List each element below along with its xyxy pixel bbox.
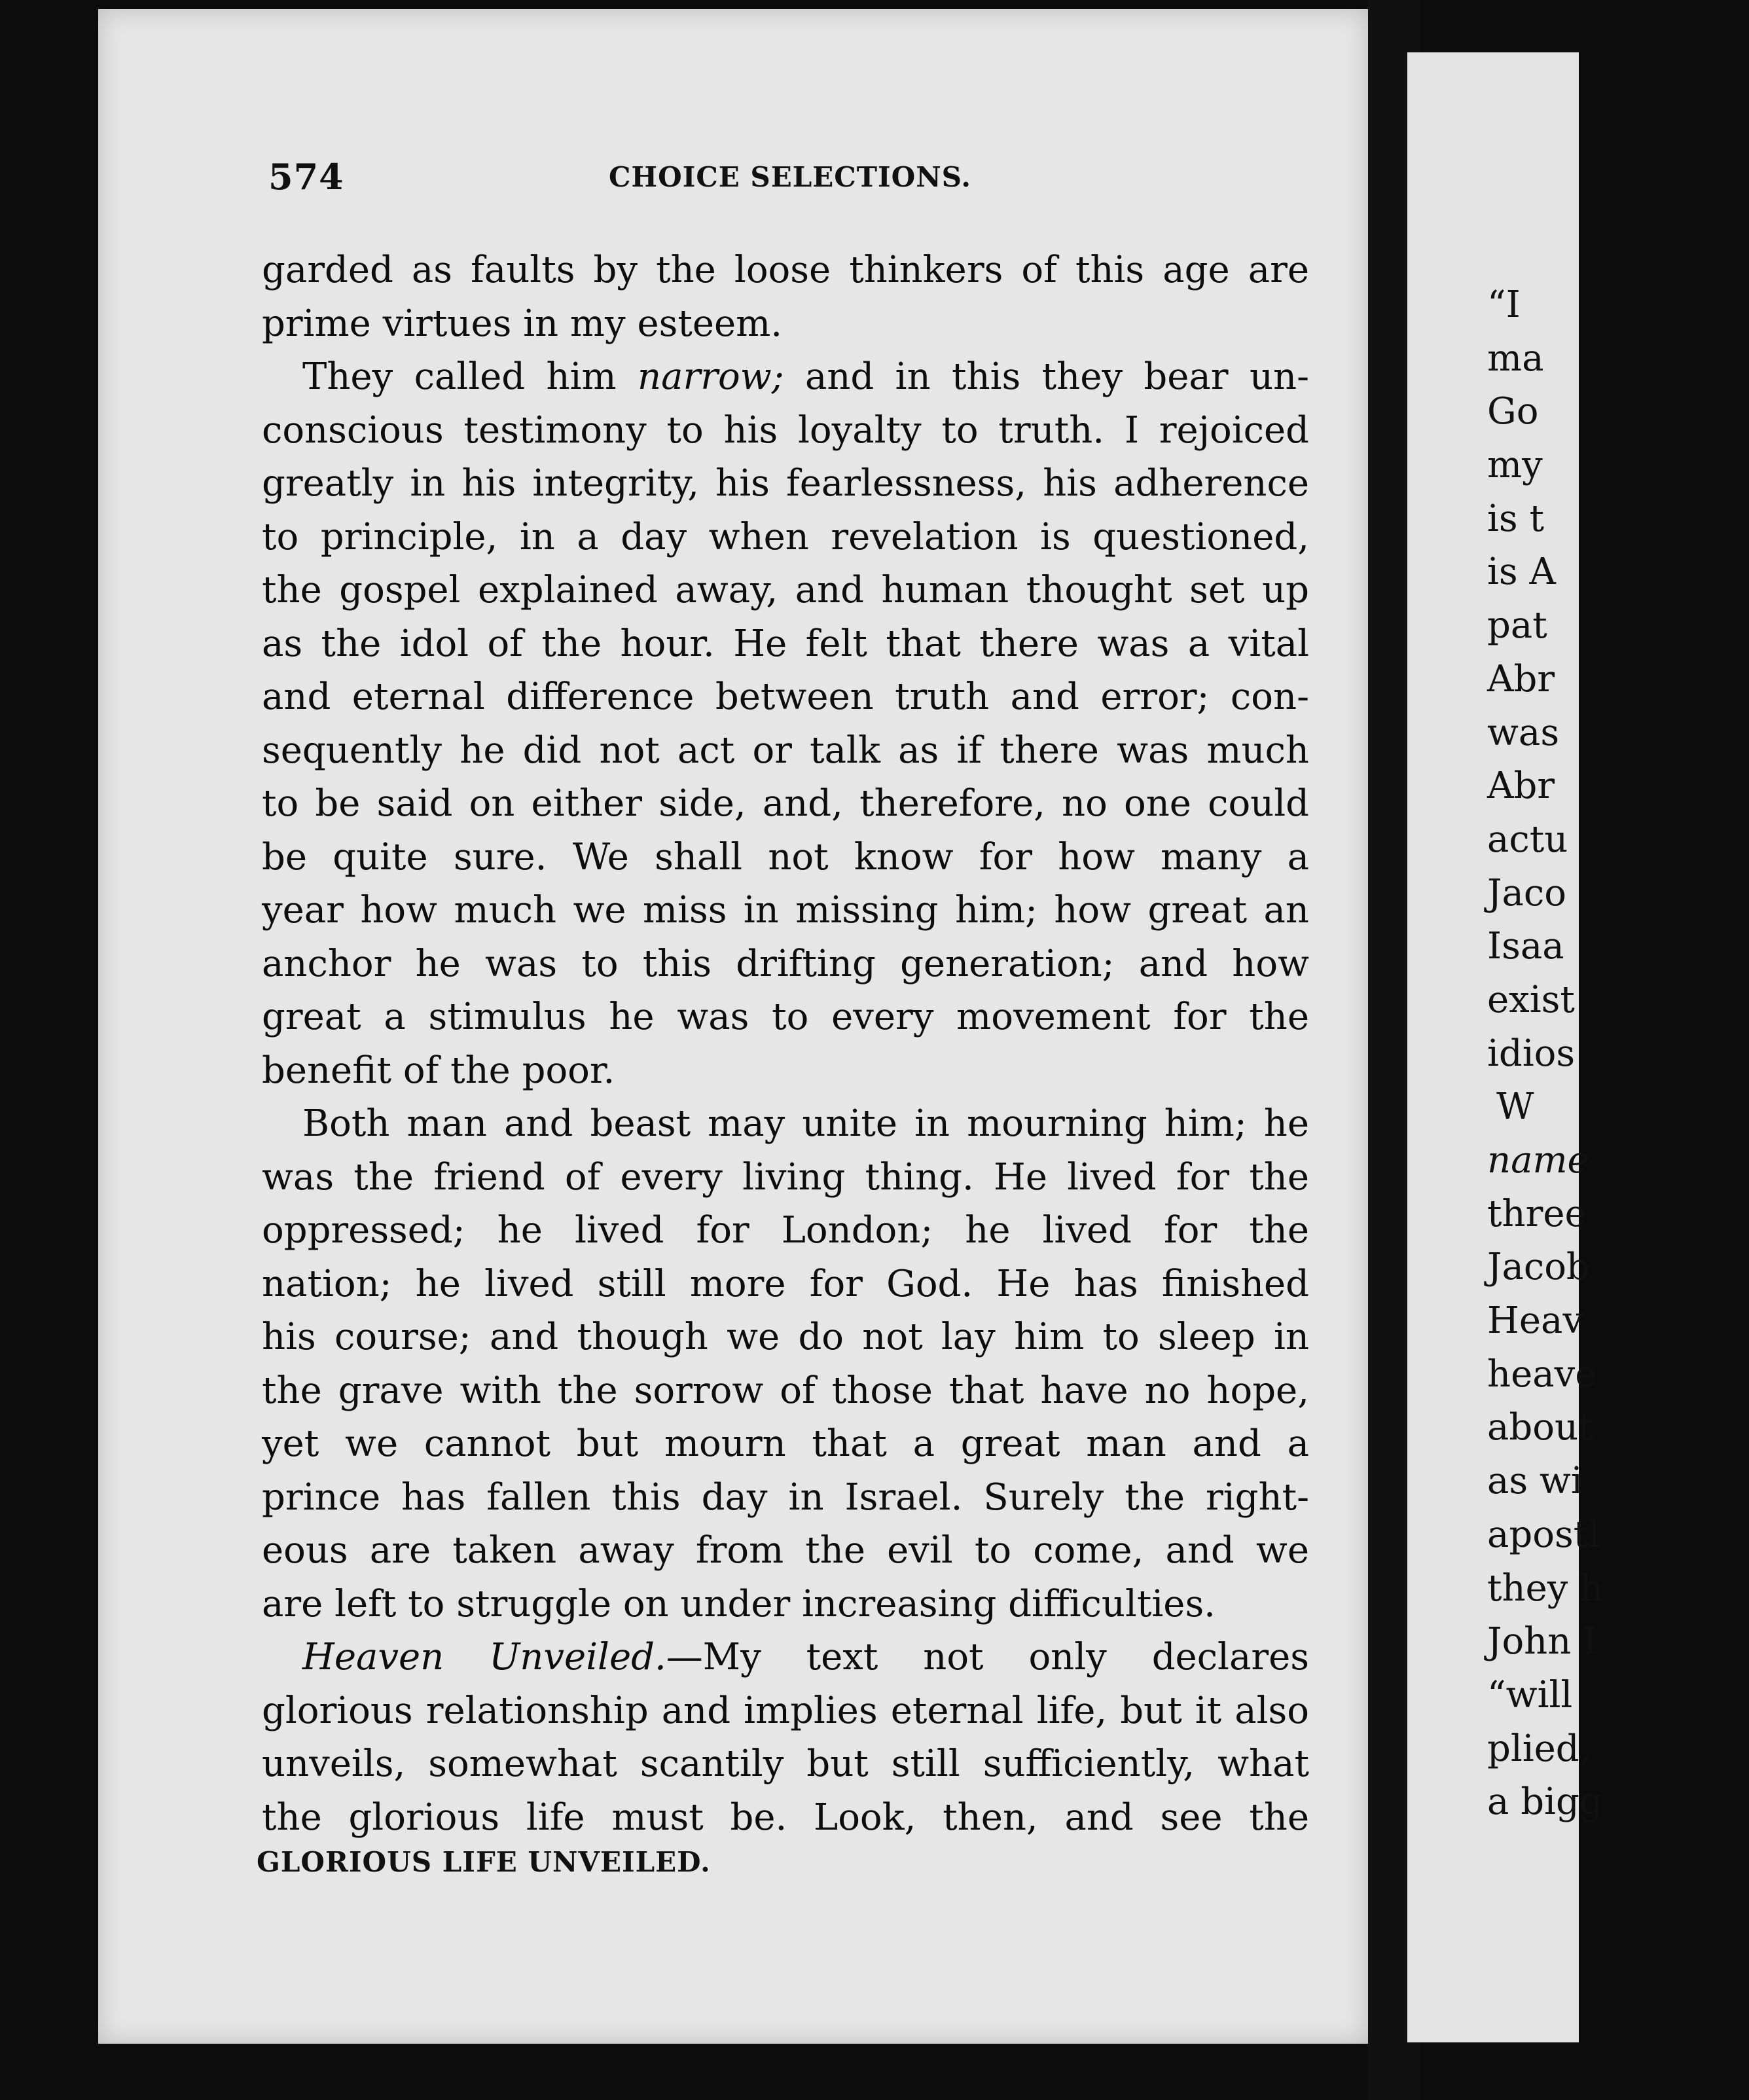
facing-line: W <box>1496 1085 1534 1129</box>
text-line: the grave with the sorrow of those that have no hope, <box>262 1369 1309 1412</box>
text-line: year how much we miss in missing him; how great an <box>262 889 1309 932</box>
text-line: eous are taken away from the evil to come, and we <box>262 1529 1309 1572</box>
text-line: are left to struggle on under increasing difficulties. <box>262 1582 1216 1625</box>
facing-page <box>1407 52 1604 2042</box>
facing-line: a bigg <box>1487 1781 1603 1824</box>
body-text <box>262 244 1309 1844</box>
text-line: prime virtues in my esteem. <box>262 302 783 345</box>
facing-line: Jacob <box>1487 1246 1590 1289</box>
facing-line: apostl <box>1487 1513 1600 1556</box>
facing-line: ma <box>1487 336 1544 380</box>
section-lead-in: Heaven Unveiled. <box>302 1636 666 1678</box>
facing-line: Jaco <box>1487 871 1566 914</box>
facing-line: exist <box>1487 978 1575 1021</box>
text-line: anchor he was to this drifting generation; and how <box>262 942 1309 985</box>
text-line: unveils, somewhat scantily but still sufficiently, what <box>262 1743 1309 1785</box>
facing-line: is A <box>1487 551 1556 594</box>
section-heading: GLORIOUS LIFE UNVEILED. <box>257 1846 711 1878</box>
facing-line: was <box>1487 711 1560 754</box>
text-line: as the idol of the hour. He felt that there was a vital <box>262 622 1309 665</box>
facing-line: Abr <box>1487 765 1555 808</box>
text-line: sequently he did not act or talk as if there was much <box>262 729 1309 772</box>
facing-line: Heav <box>1487 1299 1583 1343</box>
page-header <box>268 156 1316 202</box>
text-line: Heaven Unveiled.—My text not only declares <box>302 1636 1309 1678</box>
facing-line: is t <box>1487 497 1544 540</box>
page-number: 574 <box>268 156 344 198</box>
facing-line: as wi <box>1487 1460 1583 1503</box>
text-line: greatly in his integrity, his fearlessness, his adherence <box>262 462 1309 505</box>
facing-line: heave <box>1487 1352 1597 1396</box>
facing-line: name <box>1487 1139 1589 1182</box>
text-line: garded as faults by the loose thinkers of this age are <box>262 249 1309 291</box>
text-line: his course; and though we do not lay him to sleep in <box>262 1316 1309 1358</box>
facing-page-text <box>1487 278 1749 1829</box>
text-line: to be said on either side, and, therefore, no one could <box>262 782 1309 825</box>
facing-line: John I <box>1487 1620 1598 1663</box>
text-line: to principle, in a day when revelation is questioned, <box>262 515 1309 558</box>
text-line: great a stimulus he was to every movement for the <box>262 996 1309 1038</box>
facing-line: Isaa <box>1487 925 1564 968</box>
text-line: Both man and beast may unite in mourning him; he <box>302 1102 1309 1145</box>
facing-line: Go <box>1487 390 1539 433</box>
text-line: oppressed; he lived for London; he lived for the <box>262 1209 1309 1252</box>
text-line: and eternal difference between truth and error; con- <box>262 676 1309 718</box>
facing-line: “I <box>1487 283 1521 326</box>
text-line: be quite sure. We shall not know for how many a <box>262 835 1309 878</box>
text-line: the gospel explained away, and human thought set up <box>262 569 1309 611</box>
facing-line: actu <box>1487 818 1568 861</box>
text-line: prince has fallen this day in Israel. Surely the right- <box>262 1475 1309 1519</box>
running-head: CHOICE SELECTIONS. <box>609 161 972 193</box>
facing-line: idios <box>1487 1032 1576 1075</box>
facing-line: Abr <box>1487 657 1555 700</box>
text-line: glorious relationship and implies eternal life, but it also <box>262 1689 1309 1732</box>
text-line: nation; he lived still more for God. He has finished <box>262 1262 1309 1305</box>
text-line: They called him narrow; and in this they bear un- <box>302 355 1310 398</box>
text-line: the glorious life must be. Look, then, and see the <box>262 1796 1309 1839</box>
text-line: benefit of the poor. <box>262 1049 615 1092</box>
emphasis: narrow; <box>638 355 784 398</box>
facing-line: my <box>1487 444 1543 487</box>
facing-line: three <box>1487 1192 1587 1235</box>
facing-line: about <box>1487 1406 1593 1449</box>
facing-line: pat <box>1487 604 1547 647</box>
text-line: conscious testimony to his loyalty to truth. I rejoiced <box>262 408 1309 452</box>
text-line: yet we cannot but mourn that a great man and a <box>262 1422 1309 1465</box>
facing-line: plied, <box>1487 1727 1591 1770</box>
text-line: was the friend of every living thing. He lived for the <box>262 1155 1309 1199</box>
facing-line: they h <box>1487 1566 1604 1610</box>
facing-line: “will <box>1487 1673 1573 1716</box>
